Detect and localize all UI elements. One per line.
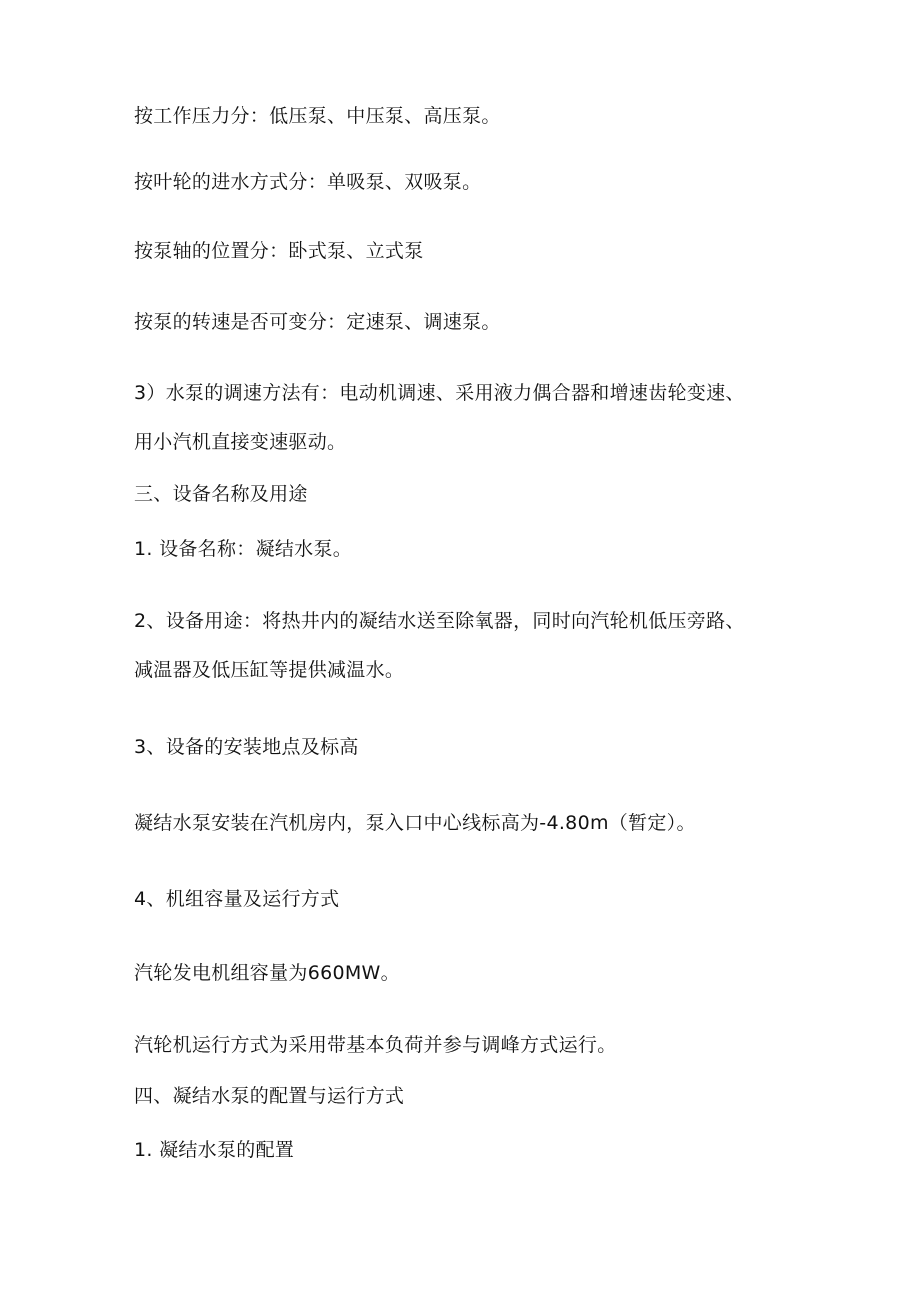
- paragraph-operation-mode: 汽轮机运行方式为采用带基本负荷并参与调峰方式运行。: [134, 1034, 617, 1056]
- paragraph-shaft-position-classification: 按泵轴的位置分：卧式泵、立式泵: [134, 240, 424, 262]
- paragraph-equipment-use: 2、设备用途：将热井内的凝结水送至除氧器，同时向汽轮机低压旁路、: [134, 610, 745, 632]
- section-heading-configuration: 四、凝结水泵的配置与运行方式: [134, 1085, 405, 1107]
- paragraph-installation: 凝结水泵安装在汽机房内，泵入口中心线标高为-4.80m（暂定）。: [134, 812, 696, 834]
- paragraph-speed-control-methods: 3）水泵的调速方法有：电动机调速、采用液力偶合器和增速齿轮变速、: [134, 382, 745, 404]
- paragraph-speed-control-methods-cont: 用小汽机直接变速驱动。: [134, 431, 347, 453]
- paragraph-equipment-name: 1. 设备名称：凝结水泵。: [134, 538, 353, 560]
- subheading-pump-configuration: 1. 凝结水泵的配置: [134, 1139, 295, 1161]
- subheading-installation: 3、设备的安装地点及标高: [134, 736, 359, 758]
- paragraph-equipment-use-cont: 减温器及低压缸等提供减温水。: [134, 659, 405, 681]
- subheading-unit-capacity: 4、机组容量及运行方式: [134, 888, 340, 910]
- section-heading-equipment: 三、设备名称及用途: [134, 483, 308, 505]
- paragraph-impeller-inlet-classification: 按叶轮的进水方式分：单吸泵、双吸泵。: [134, 171, 482, 193]
- paragraph-pressure-classification: 按工作压力分：低压泵、中压泵、高压泵。: [134, 105, 501, 127]
- paragraph-speed-classification: 按泵的转速是否可变分：定速泵、调速泵。: [134, 311, 501, 333]
- paragraph-unit-capacity: 汽轮发电机组容量为660MW。: [134, 962, 400, 984]
